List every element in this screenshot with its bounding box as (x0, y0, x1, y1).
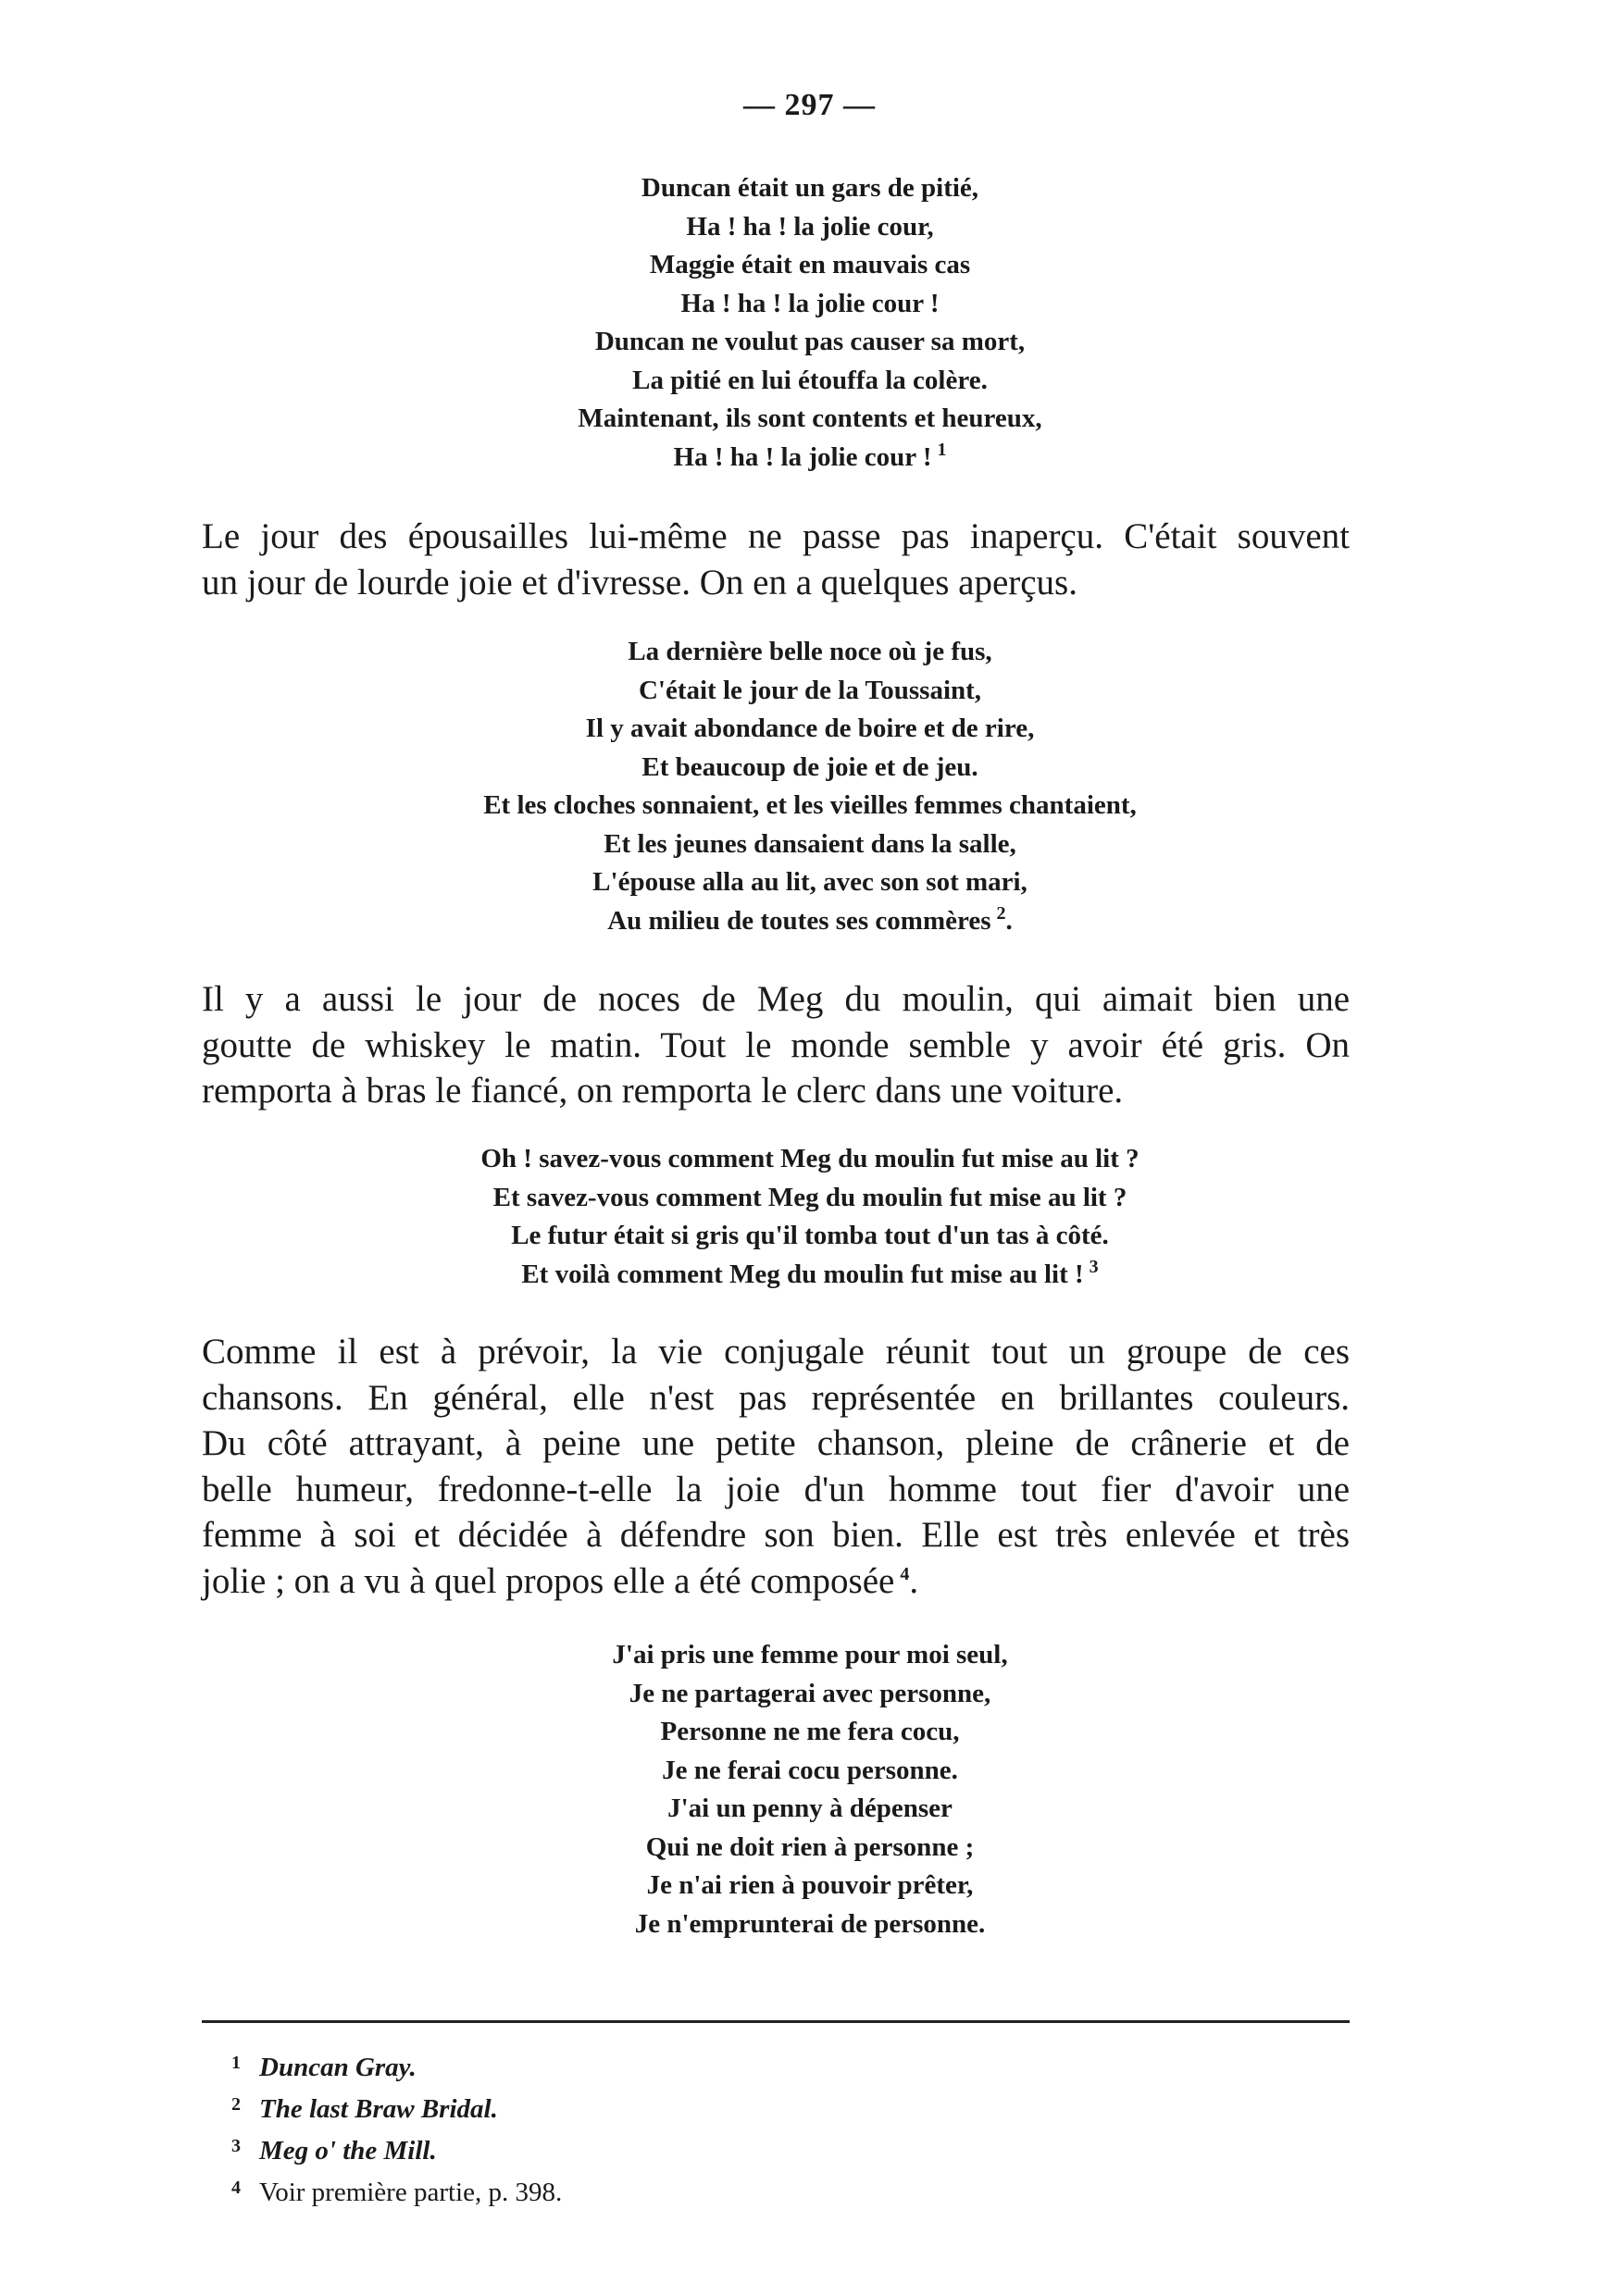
footnote-marker: 2 (231, 2094, 241, 2115)
verse-line: Je ne partagerai avec personne, (629, 1678, 991, 1708)
paragraph-line: jolie ; on a vu à quel propos elle a été composée $^4$. (202, 1560, 919, 1601)
paragraph-wedding-day (202, 514, 1350, 605)
verse-line (213, 1256, 1407, 1295)
verse-line: Maggie était en mauvais cas (649, 250, 971, 279)
verse-line: Duncan ne voulut pas causer sa mort, (594, 327, 1026, 356)
verse-line-text: Au milieu de toutes ses commères (607, 905, 991, 936)
footnote-text: Voir première partie, p. 398. (259, 2178, 563, 2207)
verse-line: Duncan était un gars de pitié, (641, 173, 979, 203)
verse-line: Qui ne doit rien à personne ; (645, 1831, 975, 1862)
paragraph-line: goutte de whiskey le matin. Tout le monde semble y avoir été gris. On (202, 1024, 1350, 1065)
verse-line (213, 439, 1407, 478)
verse-line-text: Ha ! ha ! la jolie cour ! (673, 441, 932, 472)
footnote-text: The last Braw Bridal. (259, 2094, 498, 2124)
footnote (231, 2172, 562, 2214)
verse-line: Au milieu de toutes ses commères $^2$. (607, 902, 1013, 936)
verse-line: Ha ! ha ! la jolie cour ! (680, 288, 940, 318)
footnote-reference: 3 (1089, 1256, 1099, 1277)
paragraph-line: un jour de lourde joie et d'ivresse. On en a quelques aperçus. (202, 562, 1077, 602)
verse-line-text: Et voilà comment Meg du moulin fut mise au lit ! (521, 1259, 1084, 1289)
footnote-reference: 1 (937, 439, 947, 460)
verse-line: Je n'ai rien à pouvoir prêter, (646, 1870, 974, 1900)
footnote-marker: 3 (231, 2136, 241, 2156)
footnote-text: Meg o' the Mill. (259, 2136, 437, 2166)
verse-line: C'était le jour de la Toussaint, (638, 675, 982, 705)
verse-line: Je n'emprunterai de personne. (634, 1908, 986, 1939)
verse-line: Et les jeunes dansaient dans la salle, (604, 828, 1016, 859)
verse-line: J'ai un penny à dépenser (667, 1793, 953, 1823)
verse-stanza-wife-for-myself (213, 1636, 1407, 1943)
verse-stanza-meg-o-the-mill (213, 1140, 1407, 1294)
verse-line: La pitié en lui étouffa la colère. (632, 365, 988, 395)
verse-line: Oh ! savez-vous comment Meg du moulin fut mise au lit ? (480, 1144, 1140, 1173)
footnote (231, 2130, 562, 2172)
paragraph-line: Le jour des épousailles lui-même ne passe pas inaperçu. C'était souvent (202, 516, 1350, 556)
footnote-text: Duncan Gray. (259, 2053, 417, 2082)
verse-line: Ha ! ha ! la jolie cour, (686, 211, 934, 242)
paragraph-line: remporta à bras le fiancé, on remporta le clerc dans une voiture. (202, 1071, 1124, 1111)
verse-stanza-duncan-gray (213, 169, 1407, 477)
footnote (231, 2089, 562, 2130)
footnote-marker: 1 (231, 2053, 241, 2073)
paragraph-line: Du côté attrayant, à peine une petite chanson, pleine de crânerie et de (202, 1423, 1350, 1463)
verse-line: Le futur était si gris qu'il tomba tout d'un tas à côté. (511, 1221, 1109, 1250)
verse-line: Maintenant, ils sont contents et heureux, (578, 403, 1042, 433)
verse-line: La dernière belle noce où je fus, (628, 637, 992, 666)
paragraph-line: Il y a aussi le jour de noces de Meg du moulin, qui aimait bien une (202, 979, 1350, 1019)
paragraph-meg-wedding (202, 976, 1350, 1114)
verse-line: Et les cloches sonnaient, et les vieilles femmes chantaient, (483, 790, 1137, 820)
verse-line: Et beaucoup de joie et de jeu. (641, 751, 978, 782)
verse-line: Et savez-vous comment Meg du moulin fut mise au lit ? (492, 1182, 1127, 1212)
page-number: — 297 — (743, 88, 876, 122)
footnotes (231, 2047, 562, 2214)
footnote-reference: 4 (900, 1563, 910, 1584)
footnote (231, 2047, 562, 2089)
paragraph-line: femme à soi et décidée à défendre son bien. Elle est très enlevée et très (202, 1515, 1350, 1555)
footnote-marker: 4 (231, 2178, 241, 2198)
footnote-reference: 2 (996, 902, 1006, 924)
verse-line: Personne ne me fera cocu, (660, 1717, 960, 1746)
verse-stanza-last-braw-bridal (213, 633, 1407, 940)
verse-line: Il y avait abondance de boire et de rire, (585, 714, 1035, 743)
paragraph-line: chansons. En général, elle n'est pas représentée en brillantes couleurs. (202, 1377, 1350, 1418)
paragraph-line-text: jolie ; on a vu à quel propos elle a été composée (202, 1560, 895, 1601)
paragraph-married-life (202, 1329, 1350, 1604)
paragraph-line: belle humeur, fredonne-t-elle la joie d'un homme tout fier d'avoir une (202, 1469, 1350, 1509)
footnote-separator (202, 2020, 1350, 2023)
verse-line: J'ai pris une femme pour moi seul, (612, 1640, 1008, 1669)
verse-line: L'épouse alla au lit, avec son sot mari, (592, 867, 1027, 897)
verse-line: Je ne ferai cocu personne. (662, 1755, 958, 1785)
paragraph-line: Comme il est à prévoir, la vie conjugale réunit tout un groupe de ces (202, 1332, 1350, 1371)
